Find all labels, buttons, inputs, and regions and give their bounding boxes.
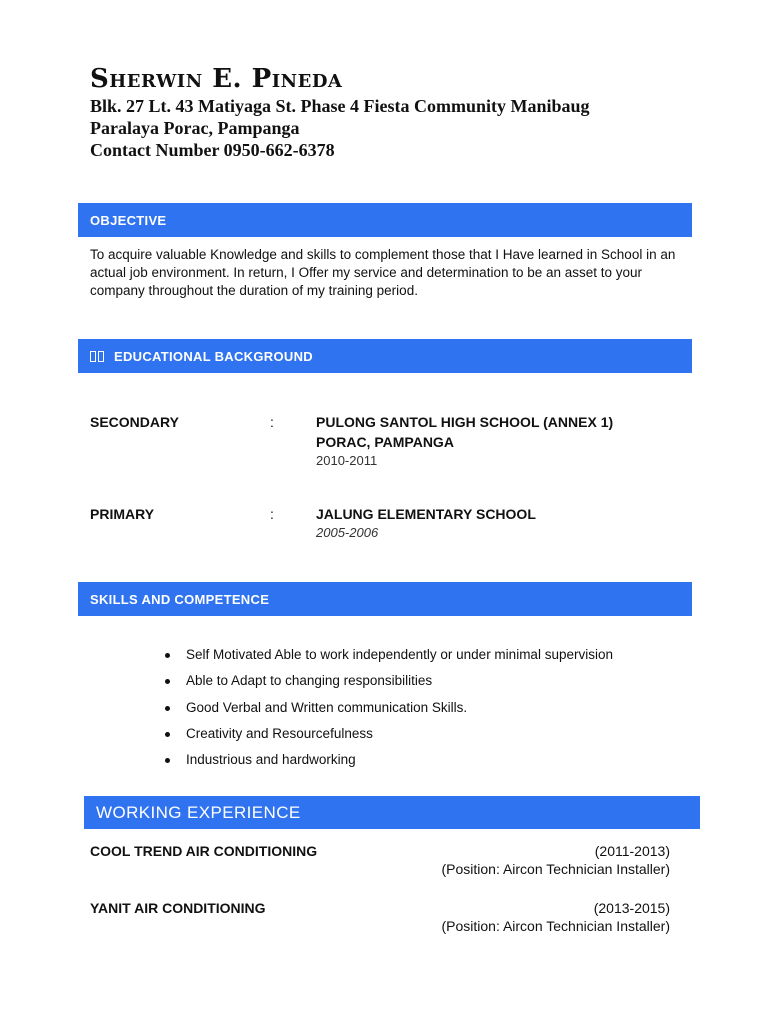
school-name-line-1: PULONG SANTOL HIGH SCHOOL (ANNEX 1) [316,414,614,430]
skills-heading [78,582,692,616]
bullet-icon [165,758,170,763]
list-item [165,672,613,698]
skills-list [165,646,613,777]
list-item [165,699,613,725]
candidate-name: Sherwin E. Pineda [90,64,343,94]
address-line-2: Paralaya Porac, Pampanga [90,118,300,138]
skill-text: Good Verbal and Written communication Skills. [186,699,468,715]
skill-text: Self Motivated Able to work independently or under minimal supervision [186,647,613,662]
job-company: COOL TREND AIR CONDITIONING [90,843,318,859]
edu-school-primary: JALUNG ELEMENTARY SCHOOL [316,506,536,522]
school-name-line-2: PORAC, PAMPANGA [316,434,454,450]
edu-level-primary: PRIMARY [90,506,155,522]
edu-colon: : [270,414,274,430]
skill-text: Able to Adapt to changing responsibilities [186,673,433,689]
list-item [165,725,613,751]
bullet-icon [165,706,170,711]
job-years: (2013-2015) [593,900,670,916]
work-heading [84,796,700,829]
edu-level-secondary: SECONDARY [90,414,179,430]
skills-title: SKILLS AND COMPETENCE [90,591,270,607]
bullet-icon [165,679,170,684]
bullet-icon [165,653,170,658]
work-title: WORKING EXPERIENCE [96,802,301,822]
job-position: (Position: Aircon Technician Installer) [441,918,670,934]
objective-heading [78,203,692,237]
address-line-1: Blk. 27 Lt. 43 Matiyaga St. Phase 4 Fiesta Community Manibaug [90,96,590,116]
list-item [165,751,613,777]
edu-years-secondary: 2010-2011 [316,453,378,468]
objective-title: OBJECTIVE [90,212,167,228]
education-title: EDUCATIONAL BACKGROUND [114,348,313,364]
edu-school-secondary [316,412,613,452]
job-years: (2011-2013) [594,843,670,859]
education-heading [78,339,692,373]
list-item [165,646,613,672]
job-company: YANIT AIR CONDITIONING [90,900,266,916]
bullet-icon [165,732,170,737]
job-position: (Position: Aircon Technician Installer) [441,861,670,877]
book-icon [90,351,104,362]
contact-number: Contact Number 0950-662-6378 [90,140,335,160]
edu-colon: : [270,506,274,522]
skill-text: Creativity and Resourcefulness [186,725,373,741]
objective-text: To acquire valuable Knowledge and skills to complement those that I Have learned in School in an actual job environment. In return, I Offer my service and determination to be an asset to your company throughout the duration of my training period. [90,247,676,298]
edu-years-primary: 2005-2006 [316,525,379,540]
skill-text: Industrious and hardworking [186,752,356,768]
